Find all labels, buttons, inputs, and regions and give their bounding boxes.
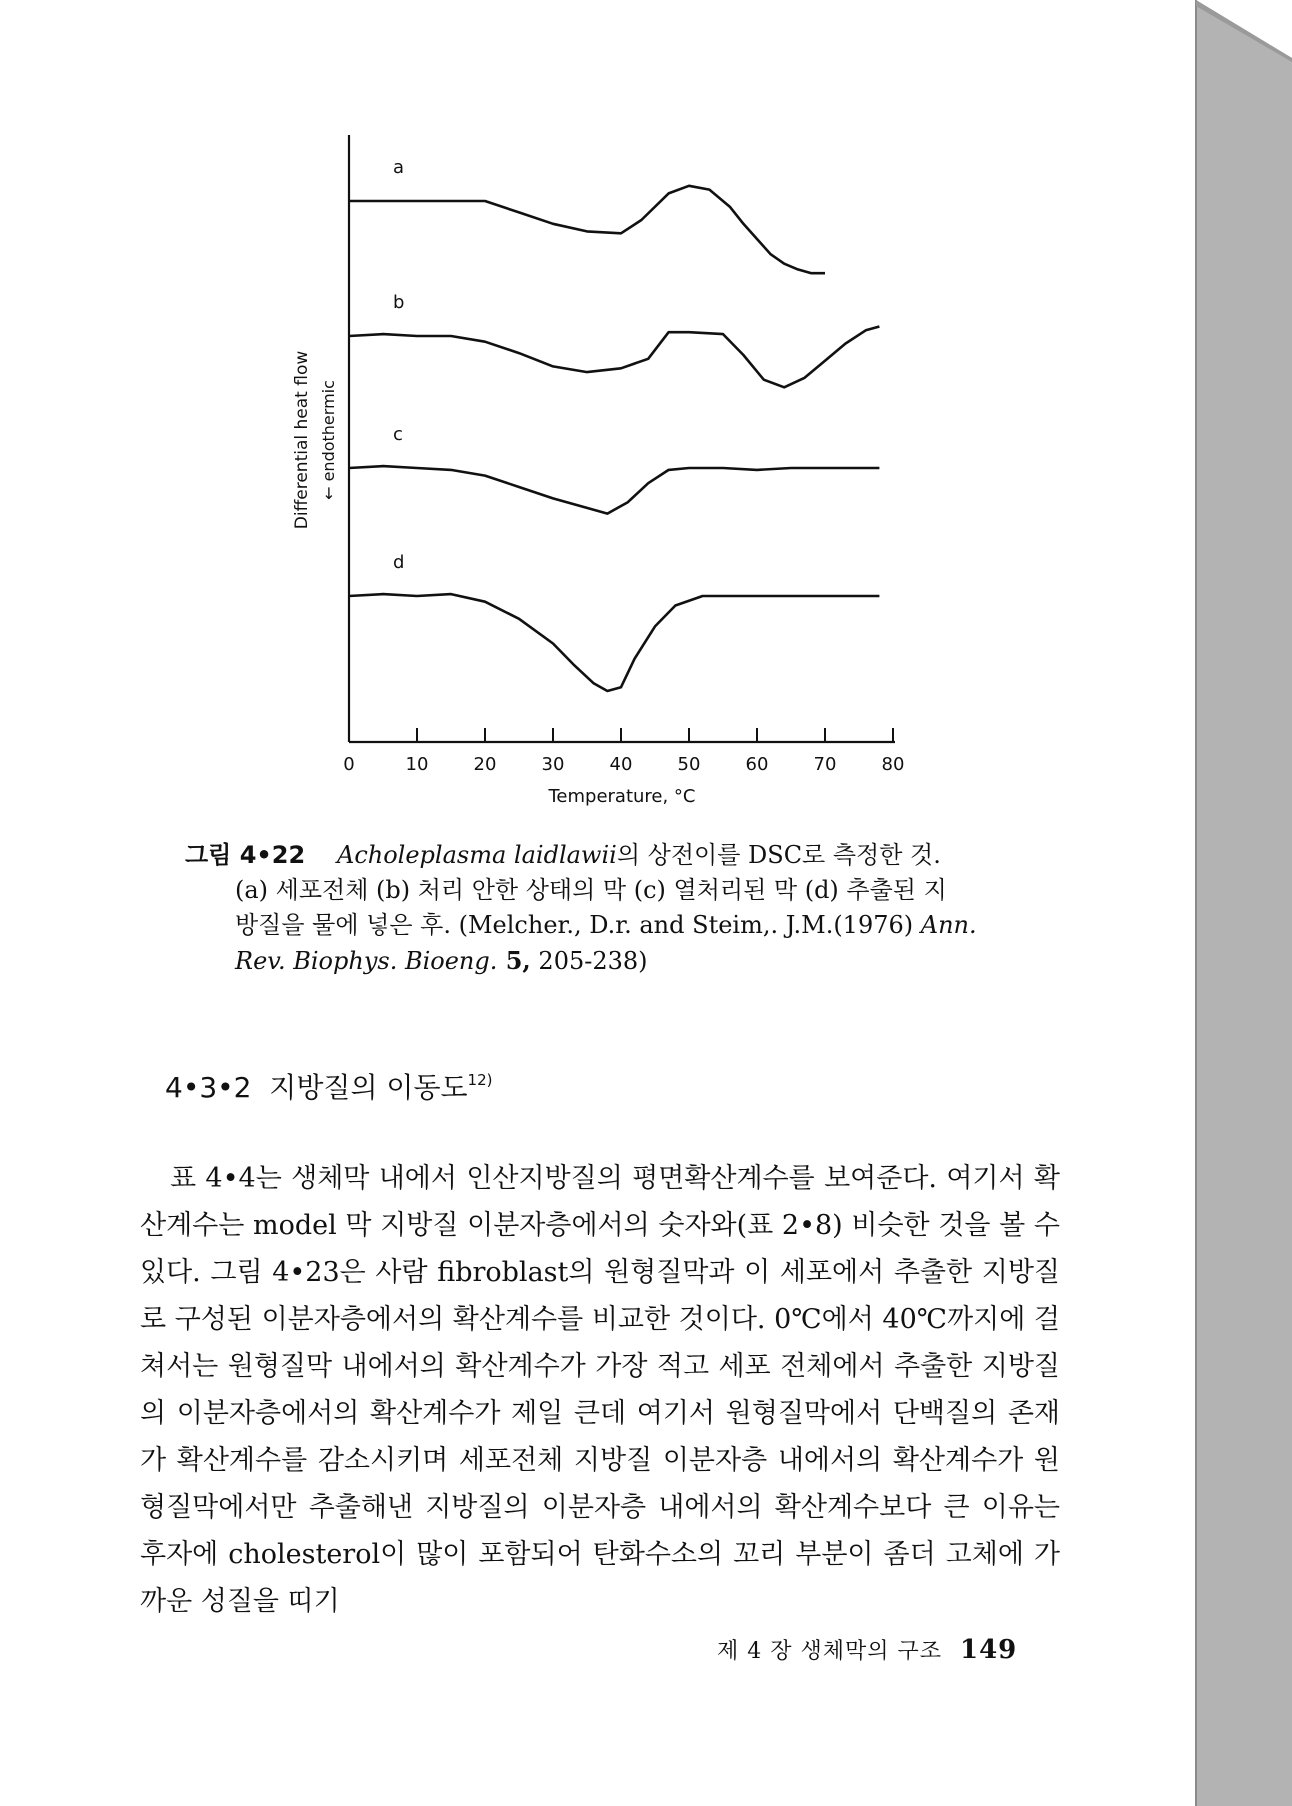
book-side-face — [1196, 0, 1292, 1806]
y-axis-label-line2: ← endothermic — [319, 380, 338, 500]
panel-label-b: b — [393, 292, 405, 313]
caption-journal-name: Rev. Biophys. Bioeng. — [235, 947, 498, 975]
section-heading — [165, 1066, 493, 1106]
section-number: 4•3•2 — [165, 1071, 252, 1104]
x-tick-labels — [343, 754, 904, 775]
x-tick-label-40: 40 — [609, 754, 633, 775]
caption-pages: 205-238) — [530, 947, 648, 975]
caption-journal-abbrev: Ann. — [920, 911, 977, 939]
curve-c — [349, 466, 879, 513]
x-tick-label-70: 70 — [813, 754, 837, 775]
figure-caption — [185, 838, 1045, 979]
panel-label-d: d — [393, 552, 405, 573]
panel-labels — [393, 157, 404, 573]
panel-label-c: c — [393, 424, 403, 445]
x-ticks — [417, 728, 893, 742]
x-tick-label-30: 30 — [541, 754, 565, 775]
body-paragraph: 표 4•4는 생체막 내에서 인산지방질의 평면확산계수를 보여준다. 여기서 확산계수는 model 막 지방질 이분자층에서의 숫자와(표 2•8) 비슷한 것을 볼 수 있다. 그림 4•23은 사람 fibroblast의 원형질막과 이 세포에서 추출한 지방질로 구성된 이분자층에서의 확산계수를 비교한 것이다. 0℃에서 40℃까지에 걸쳐서는 원형질막 내에서의 확산계수가 가장 적고 세포 전체에서 추출한 지방질의 이분자층에서의 확산계수가 제일 큰데 여기서 원형질막에서 단백질의 존재가 확산계수를 감소시키며 세포전체 지방질 이분자층 내에서의 확산계수가 원형질막에서만 추출해낸 지방질의 이분자층 내에서의 확산계수보다 큰 이유는 후자에 cholesterol이 많이 포함되어 탄화수소의 꼬리 부분이 좀더 고체에 가까운 성질을 띠기 — [140, 1163, 1060, 1617]
curve-d — [349, 594, 879, 691]
body-text — [140, 1155, 1060, 1625]
caption-line3: 방질을 물에 넣은 후. (Melcher., D.r. and Steim,. J.M.(1976) — [235, 911, 921, 939]
chapter-title: 제 4 장 생체막의 구조 — [717, 1639, 942, 1664]
section-reference: 12) — [467, 1071, 493, 1089]
panel-label-a: a — [393, 157, 405, 178]
caption-line1: 의 상전이를 DSC로 측정한 것. — [616, 841, 941, 869]
species-name: Acholeplasma laidlawii — [337, 841, 617, 869]
x-tick-label-80: 80 — [881, 754, 905, 775]
curve-a — [349, 186, 825, 273]
section-title: 지방질의 이동도 — [269, 1071, 468, 1104]
dsc-figure — [0, 0, 1200, 820]
dsc-curves — [349, 186, 879, 691]
page-footer — [717, 1634, 1017, 1665]
x-tick-label-60: 60 — [745, 754, 769, 775]
y-axis-label-line1: Differential heat flow — [292, 350, 312, 530]
figure-number: 그림 4•22 — [185, 841, 306, 869]
x-axis-label: Temperature, °C — [548, 786, 696, 807]
caption-volume: 5, — [497, 946, 531, 975]
curve-b — [349, 327, 879, 388]
x-tick-label-50: 50 — [677, 754, 701, 775]
x-tick-label-0: 0 — [343, 754, 355, 775]
x-tick-label-10: 10 — [405, 754, 429, 775]
page-number: 149 — [960, 1635, 1018, 1665]
x-tick-label-20: 20 — [473, 754, 497, 775]
caption-line2: (a) 세포전체 (b) 처리 안한 상태의 막 (c) 열처리된 막 (d) 추출된 지 — [235, 876, 947, 904]
